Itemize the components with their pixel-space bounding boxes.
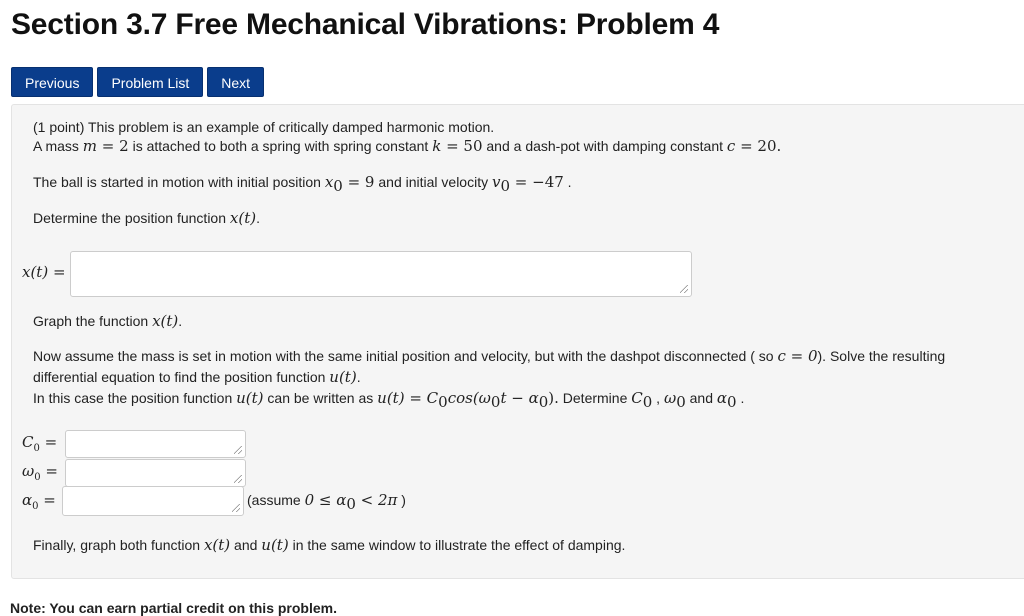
problem-list-button[interactable]: Problem List [97, 67, 203, 97]
x-of-t-input[interactable] [70, 251, 692, 297]
alpha0-assumption: (assume $0 \le \alpha_0 < 2\pi$ ) [247, 491, 406, 513]
resize-grip-icon[interactable] [680, 285, 688, 293]
previous-button[interactable]: Previous [11, 67, 93, 97]
resize-grip-icon[interactable] [234, 475, 242, 483]
problem-nav [11, 67, 264, 97]
problem-intro: (1 point) This problem is an example of critically damped harmonic motion. [33, 119, 495, 135]
alpha0-input[interactable] [62, 486, 244, 516]
page-title: Section 3.7 Free Mechanical Vibrations: Problem 4 [11, 8, 720, 41]
problem-initial-conditions: The ball is started in motion with initial position $x_0 = 9$ and initial velocity $v_0 = -47$ . [33, 173, 572, 195]
omega0-input[interactable] [65, 459, 246, 487]
problem-graph-x: Graph the function x(t). [33, 312, 183, 330]
problem-mass-statement: A mass m = 2 is attached to both a spring with spring constant k = 50 and a dash-pot with damping constant c = 20. [33, 137, 782, 155]
problem-determine: Determine the position function x(t). [33, 209, 260, 227]
problem-undamped-line2: differential equation to find the position function u(t). [33, 368, 361, 386]
x-of-t-label: x(t) = [22, 263, 66, 281]
problem-panel [11, 104, 1024, 579]
alpha0-label: $\alpha_0$ = [22, 491, 56, 512]
omega0-label: $\omega_0$ = [22, 462, 58, 483]
problem-undamped-line3: In this case the position function u(t) can be written as $u(t) = C_0\cos(\omega_0t - \alpha_0)$. Determine $C_0$ , $\omega_0$ and $\alpha_0$ . [33, 389, 745, 411]
c0-label: $C_0$ = [22, 433, 58, 454]
problem-undamped-line1: Now assume the mass is set in motion with the same initial position and velocity, but with the dashpot disconnected ( so c = 0). Solve the resulting [33, 347, 946, 365]
resize-grip-icon[interactable] [232, 504, 240, 512]
next-button[interactable]: Next [207, 67, 264, 97]
problem-finally: Finally, graph both function x(t) and u(t) in the same window to illustrate the effect of damping. [33, 536, 626, 554]
c0-input[interactable] [65, 430, 246, 458]
partial-credit-note: Note: You can earn partial credit on this problem. [10, 600, 337, 616]
resize-grip-icon[interactable] [234, 446, 242, 454]
